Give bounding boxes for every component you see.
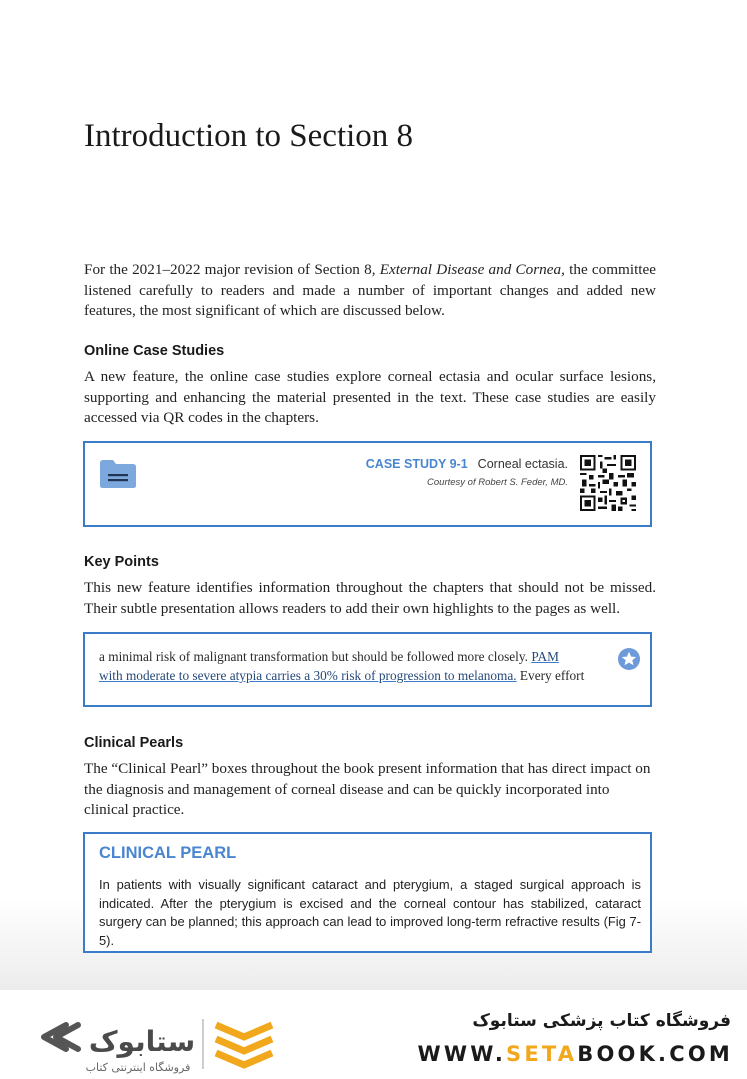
- clinical-pearl-heading: CLINICAL PEARL: [99, 844, 237, 862]
- qr-code-icon[interactable]: [580, 455, 636, 511]
- case-study-caption: [366, 455, 568, 488]
- site-url-suffix: BOOK.COM: [577, 1042, 733, 1066]
- case-study-title: Corneal ectasia.: [477, 457, 568, 471]
- case-study-box: [83, 441, 652, 527]
- star-badge-icon[interactable]: [618, 648, 640, 670]
- key-point-highlight-2[interactable]: with moderate to severe atypia carries a 30% risk of progression to melanoma.: [99, 668, 517, 683]
- online-case-studies-heading: Online Case Studies: [84, 343, 225, 359]
- site-url-prefix: WWW.: [417, 1042, 507, 1066]
- clinical-pearls-heading: Clinical Pearls: [84, 735, 184, 751]
- footer-banner: [0, 995, 747, 1079]
- key-points-heading: Key Points: [84, 554, 159, 570]
- intro-emphasis: External Disease and Cornea,: [379, 261, 565, 278]
- site-url-accent: SETA: [506, 1042, 578, 1066]
- folder-icon: [99, 457, 137, 489]
- key-point-highlight-1[interactable]: PAM: [531, 649, 559, 664]
- setabook-logo-text: ستابوک: [88, 1025, 196, 1058]
- key-point-line-2: [99, 668, 584, 684]
- key-points-paragraph: This new feature identifies information throughout the chapters that should not be missed. Their subtle presentation allows readers to add their own highlights to the pages as well.: [84, 579, 656, 617]
- setabook-logo[interactable]: [38, 1011, 290, 1075]
- clinical-pearls-paragraph: The “Clinical Pearl” boxes throughout the book present information that has direct impact on the diagnosis and management of corneal disease and can be quickly incorporated into clinical practice.: [84, 760, 651, 818]
- page-title: Introduction to Section 8: [84, 118, 414, 154]
- online-case-studies-paragraph: A new feature, the online case studies explore corneal ectasia and ocular surface lesions, supporting and enhancing the material presented in the text. These case studies are easily accessed via QR codes in the chapters.: [84, 368, 656, 426]
- intro-paragraph: [84, 260, 656, 322]
- clinical-pearl-box: [83, 832, 652, 953]
- intro-pre: For the 2021–2022 major revision of Section 8,: [84, 261, 380, 278]
- site-url[interactable]: [417, 1042, 733, 1066]
- key-point-plain-1: a minimal risk of malignant transformation but should be followed more closely.: [99, 649, 532, 664]
- setabook-logo-subtitle: فروشگاه اینترنتی کتاب: [85, 1061, 191, 1074]
- intro-post: the committee listened carefully to readers and made a number of important changes and added new features, the most significant of which are discussed below.: [84, 261, 657, 319]
- case-study-credit: Courtesy of Robert S. Feder, MD.: [427, 477, 568, 488]
- shop-name: فروشگاه کتاب پزشکی ستابوک: [472, 1011, 731, 1031]
- key-point-plain-2: Every effort: [516, 668, 585, 683]
- key-point-box: [83, 632, 652, 707]
- clinical-pearl-body: In patients with visually significant cataract and pterygium, a staged surgical approach is indicated. After the pterygium is excised and the corneal contour has stabilized, cataract surgery can be planned; this approach can lead to improved long-term refractive results (Fig 7-5).: [99, 877, 641, 948]
- case-study-label: CASE STUDY 9-1: [365, 457, 468, 471]
- key-point-line-1: [99, 649, 559, 665]
